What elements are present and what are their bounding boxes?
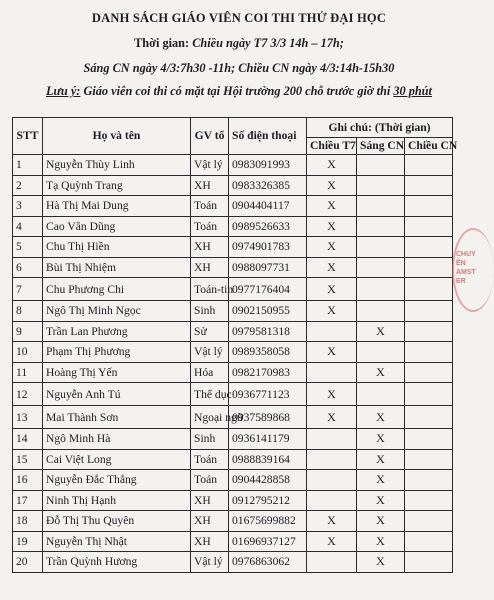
row-mark-sang-cn: [357, 196, 405, 217]
row-mark-chieu-cn: [405, 531, 453, 552]
row-phone: 0974901783: [229, 237, 307, 258]
note-label: Lưu ý:: [46, 84, 81, 98]
row-phone: 0936771123: [229, 383, 307, 406]
row-mark-t7: X: [307, 301, 357, 322]
table-row: [13, 552, 453, 573]
school-seal-text: CHUYÊN AMSTER: [456, 251, 476, 285]
invigilator-table: [12, 117, 458, 573]
note-emphasis: 30 phút: [393, 84, 432, 98]
table-row: [13, 175, 453, 196]
row-dept: Sử: [191, 321, 229, 342]
row-phone: 01675699882: [229, 511, 307, 532]
row-stt: 5: [13, 237, 43, 258]
row-mark-sang-cn: [357, 175, 405, 196]
row-stt: 10: [13, 342, 43, 363]
row-name: Nguyễn Thùy Linh: [43, 155, 191, 176]
row-dept: Sinh: [191, 301, 229, 322]
row-mark-sang-cn: [357, 216, 405, 237]
row-mark-chieu-cn: [405, 342, 453, 363]
row-mark-chieu-cn: [405, 383, 453, 406]
row-stt: 2: [13, 175, 43, 196]
row-mark-sang-cn: [357, 383, 405, 406]
row-mark-chieu-cn: [405, 155, 453, 176]
row-dept: XH: [191, 531, 229, 552]
row-mark-chieu-cn: [405, 278, 453, 301]
row-mark-chieu-cn: [405, 429, 453, 450]
row-phone: 0937589868: [229, 406, 307, 429]
row-stt: 1: [13, 155, 43, 176]
table-row: [13, 237, 453, 258]
time-label: Thời gian:: [134, 36, 190, 50]
row-phone: 0904428858: [229, 470, 307, 491]
document-title: DANH SÁCH GIÁO VIÊN COI THI THỬ ĐẠI HỌC: [91, 11, 387, 25]
row-stt: 4: [13, 216, 43, 237]
table-row: [13, 383, 453, 406]
row-dept: Vật lý: [191, 552, 229, 573]
row-mark-chieu-cn: [405, 449, 453, 470]
row-dept: Sinh: [191, 429, 229, 450]
table-row: [13, 449, 453, 470]
row-stt: 6: [13, 257, 43, 278]
row-mark-chieu-cn: [405, 321, 453, 342]
row-mark-sang-cn: [357, 257, 405, 278]
table-row: [13, 321, 453, 342]
row-mark-t7: X: [307, 531, 357, 552]
row-stt: 18: [13, 511, 43, 532]
row-dept: Toán: [191, 470, 229, 491]
header-session-chieu-cn: Chiều CN: [405, 138, 453, 155]
table-row: [13, 362, 453, 383]
row-mark-sang-cn: [357, 278, 405, 301]
header-session-sang-cn: Sáng CN: [357, 138, 405, 155]
row-stt: 20: [13, 552, 43, 573]
row-name: Cao Văn Dũng: [43, 216, 191, 237]
row-phone: 0989526633: [229, 216, 307, 237]
row-dept: XH: [191, 257, 229, 278]
row-name: Trần Lan Phương: [43, 321, 191, 342]
row-dept: Hóa: [191, 362, 229, 383]
row-name: Trần Quỳnh Hương: [43, 552, 191, 573]
row-mark-sang-cn: X: [357, 470, 405, 491]
row-dept: Vật lý: [191, 155, 229, 176]
row-name: Hoàng Thị Yến: [43, 362, 191, 383]
row-mark-chieu-cn: [405, 490, 453, 511]
row-dept: Toán-tin: [191, 278, 229, 301]
row-name: Tạ Quỳnh Trang: [43, 175, 191, 196]
row-phone: 0989358058: [229, 342, 307, 363]
row-mark-chieu-cn: [405, 257, 453, 278]
row-mark-t7: X: [307, 155, 357, 176]
row-stt: 19: [13, 531, 43, 552]
header-stt: STT: [13, 118, 43, 155]
row-mark-t7: X: [307, 216, 357, 237]
row-dept: Toán: [191, 449, 229, 470]
row-dept: Toán: [191, 196, 229, 217]
header-notes: Ghi chú: (Thời gian): [307, 118, 453, 138]
row-phone: 0983091993: [229, 155, 307, 176]
row-mark-t7: X: [307, 257, 357, 278]
row-stt: 3: [13, 196, 43, 217]
time-value: Chiều ngày T7 3/3 14h – 17h;: [192, 36, 344, 50]
table-row: [13, 301, 453, 322]
row-name: Mai Thành Sơn: [43, 406, 191, 429]
row-dept: Thể dục: [191, 383, 229, 406]
row-stt: 8: [13, 301, 43, 322]
row-mark-chieu-cn: [405, 175, 453, 196]
row-phone: 0902150955: [229, 301, 307, 322]
row-name: Chu Thị Hiền: [43, 237, 191, 258]
row-mark-sang-cn: X: [357, 552, 405, 573]
row-stt: 17: [13, 490, 43, 511]
row-mark-sang-cn: X: [357, 429, 405, 450]
row-mark-sang-cn: X: [357, 362, 405, 383]
table-row: [13, 257, 453, 278]
row-mark-t7: X: [307, 278, 357, 301]
row-phone: 0979581318: [229, 321, 307, 342]
row-name: Nguyễn Thị Nhật: [43, 531, 191, 552]
row-mark-sang-cn: X: [357, 490, 405, 511]
row-dept: Toán: [191, 216, 229, 237]
row-phone: 0912795212: [229, 490, 307, 511]
row-mark-chieu-cn: [405, 196, 453, 217]
table-row: [13, 490, 453, 511]
row-dept: XH: [191, 511, 229, 532]
row-name: Hà Thị Mai Dung: [43, 196, 191, 217]
table-row: [13, 216, 453, 237]
row-mark-t7: X: [307, 342, 357, 363]
exam-time-line: [0, 36, 478, 51]
row-phone: 0983326385: [229, 175, 307, 196]
exam-schedule-line: Sáng CN ngày 4/3:7h30 -11h; Chiều CN ngày 4/3:14h-15h30: [83, 61, 395, 75]
row-mark-chieu-cn: [405, 216, 453, 237]
row-mark-chieu-cn: [405, 406, 453, 429]
row-mark-t7: X: [307, 406, 357, 429]
row-dept: XH: [191, 175, 229, 196]
row-mark-sang-cn: [357, 237, 405, 258]
row-mark-chieu-cn: [405, 470, 453, 491]
row-mark-t7: [307, 552, 357, 573]
table-row: [13, 155, 453, 176]
row-mark-t7: [307, 470, 357, 491]
row-phone: 0977176404: [229, 278, 307, 301]
row-name: Đỗ Thị Thu Quyên: [43, 511, 191, 532]
row-mark-sang-cn: X: [357, 449, 405, 470]
row-phone: 0904404117: [229, 196, 307, 217]
table-row: [13, 511, 453, 532]
row-stt: 7: [13, 278, 43, 301]
header-name: Họ và tên: [43, 118, 191, 155]
row-stt: 13: [13, 406, 43, 429]
row-mark-t7: X: [307, 511, 357, 532]
row-mark-t7: X: [307, 175, 357, 196]
row-name: Cai Việt Long: [43, 449, 191, 470]
row-mark-t7: X: [307, 196, 357, 217]
row-phone: 01696937127: [229, 531, 307, 552]
table-row: [13, 196, 453, 217]
row-mark-t7: X: [307, 237, 357, 258]
row-dept: XH: [191, 237, 229, 258]
header-session-t7: Chiều T7: [307, 138, 357, 155]
row-phone: 0988839164: [229, 449, 307, 470]
row-stt: 12: [13, 383, 43, 406]
row-stt: 15: [13, 449, 43, 470]
row-name: Phạm Thị Phương: [43, 342, 191, 363]
row-mark-sang-cn: X: [357, 531, 405, 552]
row-stt: 9: [13, 321, 43, 342]
row-mark-chieu-cn: [405, 301, 453, 322]
note-line: [0, 84, 478, 99]
row-mark-chieu-cn: [405, 362, 453, 383]
row-mark-chieu-cn: [405, 511, 453, 532]
row-mark-sang-cn: [357, 155, 405, 176]
row-mark-t7: [307, 429, 357, 450]
row-mark-chieu-cn: [405, 237, 453, 258]
row-name: Ngô Thị Minh Ngọc: [43, 301, 191, 322]
table-row: [13, 429, 453, 450]
table-row: [13, 278, 453, 301]
row-mark-t7: [307, 321, 357, 342]
row-mark-t7: [307, 362, 357, 383]
row-name: Ngô Minh Hà: [43, 429, 191, 450]
header-dept: GV tổ: [191, 118, 229, 155]
row-stt: 16: [13, 470, 43, 491]
row-phone: 0982170983: [229, 362, 307, 383]
table-row: [13, 531, 453, 552]
table-row: [13, 342, 453, 363]
row-stt: 14: [13, 429, 43, 450]
row-phone: 0976863062: [229, 552, 307, 573]
row-mark-sang-cn: X: [357, 511, 405, 532]
row-name: Bùi Thị Nhiệm: [43, 257, 191, 278]
row-phone: 0936141179: [229, 429, 307, 450]
note-text: Giáo viên coi thi có mặt tại Hội trường 200 chỗ trước giờ thi: [83, 84, 391, 98]
row-name: Chu Phương Chi: [43, 278, 191, 301]
row-phone: 0988097731: [229, 257, 307, 278]
row-mark-t7: [307, 490, 357, 511]
row-mark-chieu-cn: [405, 552, 453, 573]
row-dept: XH: [191, 490, 229, 511]
row-mark-t7: X: [307, 383, 357, 406]
row-mark-t7: [307, 449, 357, 470]
row-mark-sang-cn: [357, 342, 405, 363]
row-mark-sang-cn: X: [357, 406, 405, 429]
row-dept: Vật lý: [191, 342, 229, 363]
row-name: Ninh Thị Hạnh: [43, 490, 191, 511]
table-row: [13, 406, 453, 429]
row-mark-sang-cn: X: [357, 321, 405, 342]
row-dept: Ngoại ngữ: [191, 406, 229, 429]
row-stt: 11: [13, 362, 43, 383]
row-name: Nguyễn Anh Tú: [43, 383, 191, 406]
header-phone: Số điện thoại: [229, 118, 307, 155]
table-row: [13, 470, 453, 491]
row-mark-sang-cn: [357, 301, 405, 322]
row-name: Nguyễn Đắc Thắng: [43, 470, 191, 491]
